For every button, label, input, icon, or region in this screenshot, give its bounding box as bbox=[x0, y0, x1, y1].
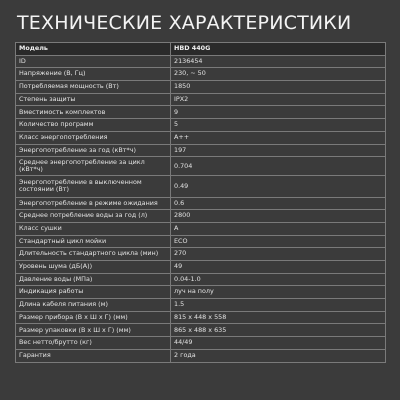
row-value-cell: 270 bbox=[171, 248, 386, 261]
table-row bbox=[16, 273, 386, 286]
row-value-cell: 9 bbox=[171, 106, 386, 119]
row-value-cell: 865 х 488 х 635 bbox=[171, 324, 386, 337]
table-row bbox=[16, 81, 386, 94]
row-value-cell: A++ bbox=[171, 131, 386, 144]
table-row bbox=[16, 299, 386, 312]
row-value-cell: 44/49 bbox=[171, 337, 386, 350]
row-label-cell: Потребляемая мощность (Вт) bbox=[16, 81, 171, 94]
row-label-cell: Вместимость комплектов bbox=[16, 106, 171, 119]
row-label-cell: Среднее потребление воды за год (л) bbox=[16, 210, 171, 223]
row-label-cell: ID bbox=[16, 55, 171, 68]
row-label-cell: Класс сушки bbox=[16, 222, 171, 235]
table-row bbox=[16, 324, 386, 337]
row-value-cell: луч на полу bbox=[171, 286, 386, 299]
table-row bbox=[16, 93, 386, 106]
row-value-cell: 0.6 bbox=[171, 197, 386, 210]
row-label-cell: Степень защиты bbox=[16, 93, 171, 106]
table-row bbox=[16, 286, 386, 299]
row-label-cell: Размер упаковки (В х Ш х Г) (мм) bbox=[16, 324, 171, 337]
row-label-cell: Длительность стандартного цикла (мин) bbox=[16, 248, 171, 261]
row-value-cell: 2136454 bbox=[171, 55, 386, 68]
table-row bbox=[16, 311, 386, 324]
header-label-cell: Модель bbox=[16, 43, 171, 56]
row-value-cell: 1850 bbox=[171, 81, 386, 94]
row-label-cell: Энергопотребление в выключенном состоянии (Вт) bbox=[16, 176, 171, 197]
table-row bbox=[16, 176, 386, 197]
row-label-cell: Среднее энергопотребление за цикл (кВт*ч) bbox=[16, 157, 171, 176]
table-row bbox=[16, 222, 386, 235]
row-value-cell: ECO bbox=[171, 235, 386, 248]
row-label-cell: Индикация работы bbox=[16, 286, 171, 299]
spec-table bbox=[15, 42, 386, 363]
row-label-cell: Вес нетто/брутто (кг) bbox=[16, 337, 171, 350]
row-label-cell: Класс энергопотребления bbox=[16, 131, 171, 144]
row-label-cell: Длина кабеля питания (м) bbox=[16, 299, 171, 312]
row-value-cell: 0.04-1.0 bbox=[171, 273, 386, 286]
row-label-cell: Уровень шума (дБ(А)) bbox=[16, 261, 171, 274]
row-value-cell: 815 х 448 х 558 bbox=[171, 311, 386, 324]
table-row bbox=[16, 349, 386, 362]
row-value-cell: A bbox=[171, 222, 386, 235]
row-value-cell: 0.704 bbox=[171, 157, 386, 176]
row-value-cell: 2800 bbox=[171, 210, 386, 223]
table-row bbox=[16, 131, 386, 144]
table-row bbox=[16, 157, 386, 176]
table-row bbox=[16, 261, 386, 274]
row-label-cell: Размер прибора (В х Ш х Г) (мм) bbox=[16, 311, 171, 324]
row-label-cell: Количество программ bbox=[16, 119, 171, 132]
row-value-cell: 49 bbox=[171, 261, 386, 274]
table-header-row bbox=[16, 43, 386, 56]
page-title: ТЕХНИЧЕСКИЕ ХАРАКТЕРИСТИКИ bbox=[17, 12, 352, 34]
table-row bbox=[16, 337, 386, 350]
row-label-cell: Гарантия bbox=[16, 349, 171, 362]
row-value-cell: 5 bbox=[171, 119, 386, 132]
row-value-cell: 197 bbox=[171, 144, 386, 157]
table-row bbox=[16, 106, 386, 119]
row-label-cell: Энергопотребление в режиме ожидания bbox=[16, 197, 171, 210]
table-row bbox=[16, 144, 386, 157]
table-row bbox=[16, 119, 386, 132]
row-value-cell: IPX2 bbox=[171, 93, 386, 106]
table-row bbox=[16, 248, 386, 261]
table-row bbox=[16, 68, 386, 81]
row-value-cell: 1.5 bbox=[171, 299, 386, 312]
row-value-cell: 230, ~ 50 bbox=[171, 68, 386, 81]
row-label-cell: Давление воды (МПа) bbox=[16, 273, 171, 286]
row-label-cell: Напряжение (В, Гц) bbox=[16, 68, 171, 81]
row-label-cell: Энергопотребление за год (кВт*ч) bbox=[16, 144, 171, 157]
header-value-cell: HBD 440G bbox=[171, 43, 386, 56]
table-row bbox=[16, 210, 386, 223]
table-row bbox=[16, 197, 386, 210]
table-row bbox=[16, 55, 386, 68]
table-row bbox=[16, 235, 386, 248]
row-label-cell: Стандартный цикл мойки bbox=[16, 235, 171, 248]
row-value-cell: 2 года bbox=[171, 349, 386, 362]
spec-table-body bbox=[16, 43, 386, 363]
row-value-cell: 0.49 bbox=[171, 176, 386, 197]
